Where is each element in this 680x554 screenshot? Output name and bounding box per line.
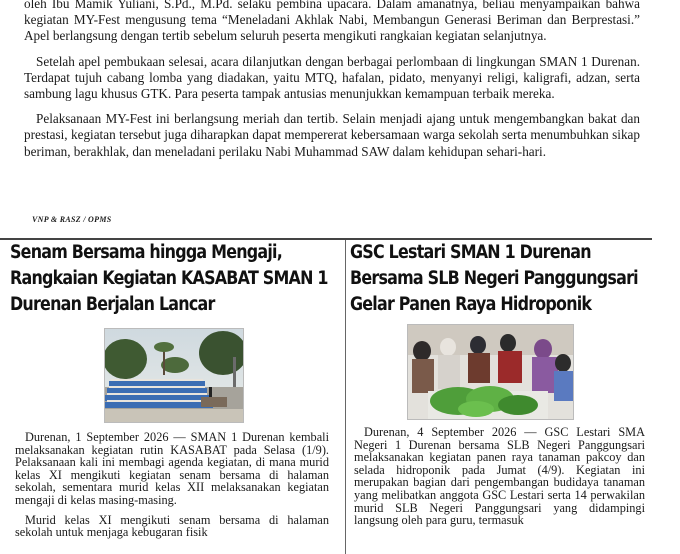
article-body xyxy=(15,431,329,546)
article-paragraph: Pelaksanaan MY-Fest ini berlangsung meriah dan tertib. Selain menjadi ajang untuk mengembangkan bakat dan prestasi, kegiatan tersebut juga diharapkan dapat mempererat kebersamaan warga sekolah serta menumbuhkan sikap beriman, berakhlak, dan meneladani perilaku Nabi Muhammad SAW dalam kehidupan sehari-hari. xyxy=(24,111,640,159)
gsc-lestari-article xyxy=(350,240,654,318)
article-paragraph: Murid kelas XI mengikuti senam bersama di halaman sekolah untuk menjaga kebugaran fisik xyxy=(15,512,329,540)
article-body xyxy=(354,426,645,534)
author-byline: VNP & RASZ / OPMS xyxy=(32,215,112,224)
article-headline: GSC Lestari SMAN 1 Durenan Bersama SLB Negeri Panggungsari Gelar Panen Raya Hidroponik xyxy=(350,242,638,315)
previous-article-continuation xyxy=(24,0,640,169)
article-headline: Senam Bersama hingga Mengaji, Rangkaian Kegiatan KASABAT SMAN 1 Durenan Berjalan Lancar xyxy=(10,242,328,315)
exercise-photo xyxy=(104,328,244,423)
harvest-photo xyxy=(407,324,574,420)
article-paragraph: oleh Ibu Mamik Yuliani, S.Pd., M.Pd. selaku pembina upacara. Dalam amanatnya, beliau menyampaikan bahwa kegiatan MY-Fest mengusung tema “Meneladani Akhlak Nabi, Membangun Generasi Beriman dan Berprestasi.” Apel berlangsung dengan tertib sebelum seluruh peserta mengikuti rangkaian kegiatan selanjutnya. xyxy=(24,0,640,44)
kasabat-article xyxy=(10,240,338,318)
article-paragraph: Durenan, 4 September 2026 — GSC Lestari SMA Negeri 1 Durenan bersama SLB Negeri Panggungsari melaksanakan kegiatan panen raya tanaman pakcoy dan selada hidroponik pada Jumat (4/9). Kegiatan ini merupakan bagian dari pengembangan budidaya tanaman yang melibatkan anggota GSC Lestari serta 14 perwakilan murid SLB Negeri Panggungsari yang didampingi langsung oleh para guru, termasuk xyxy=(354,425,645,528)
article-paragraph: Durenan, 1 September 2026 — SMAN 1 Durenan kembali melaksanakan kegiatan rutin KASABAT pada Selasa (1/9). Pelaksanaan kali ini membagi agenda kegiatan, di mana murid kelas XI mengikuti kegiatan senam bersama di halaman sekolah, sementara murid kelas XII melaksanakan kegiatan mengaji di kelas masing-masing. xyxy=(15,430,329,507)
column-divider xyxy=(345,240,346,554)
article-paragraph: Setelah apel pembukaan selesai, acara dilanjutkan dengan berbagai perlombaan di lingkungan SMAN 1 Durenan. Terdapat tujuh cabang lomba yang diadakan, yaitu MTQ, hafalan, pidato, menyanyi religi, kaligrafi, adzan, serta sambung lagu khusus GTK. Para peserta tampak antusias menunjukkan kemampuan terbaik mereka. xyxy=(24,53,640,102)
